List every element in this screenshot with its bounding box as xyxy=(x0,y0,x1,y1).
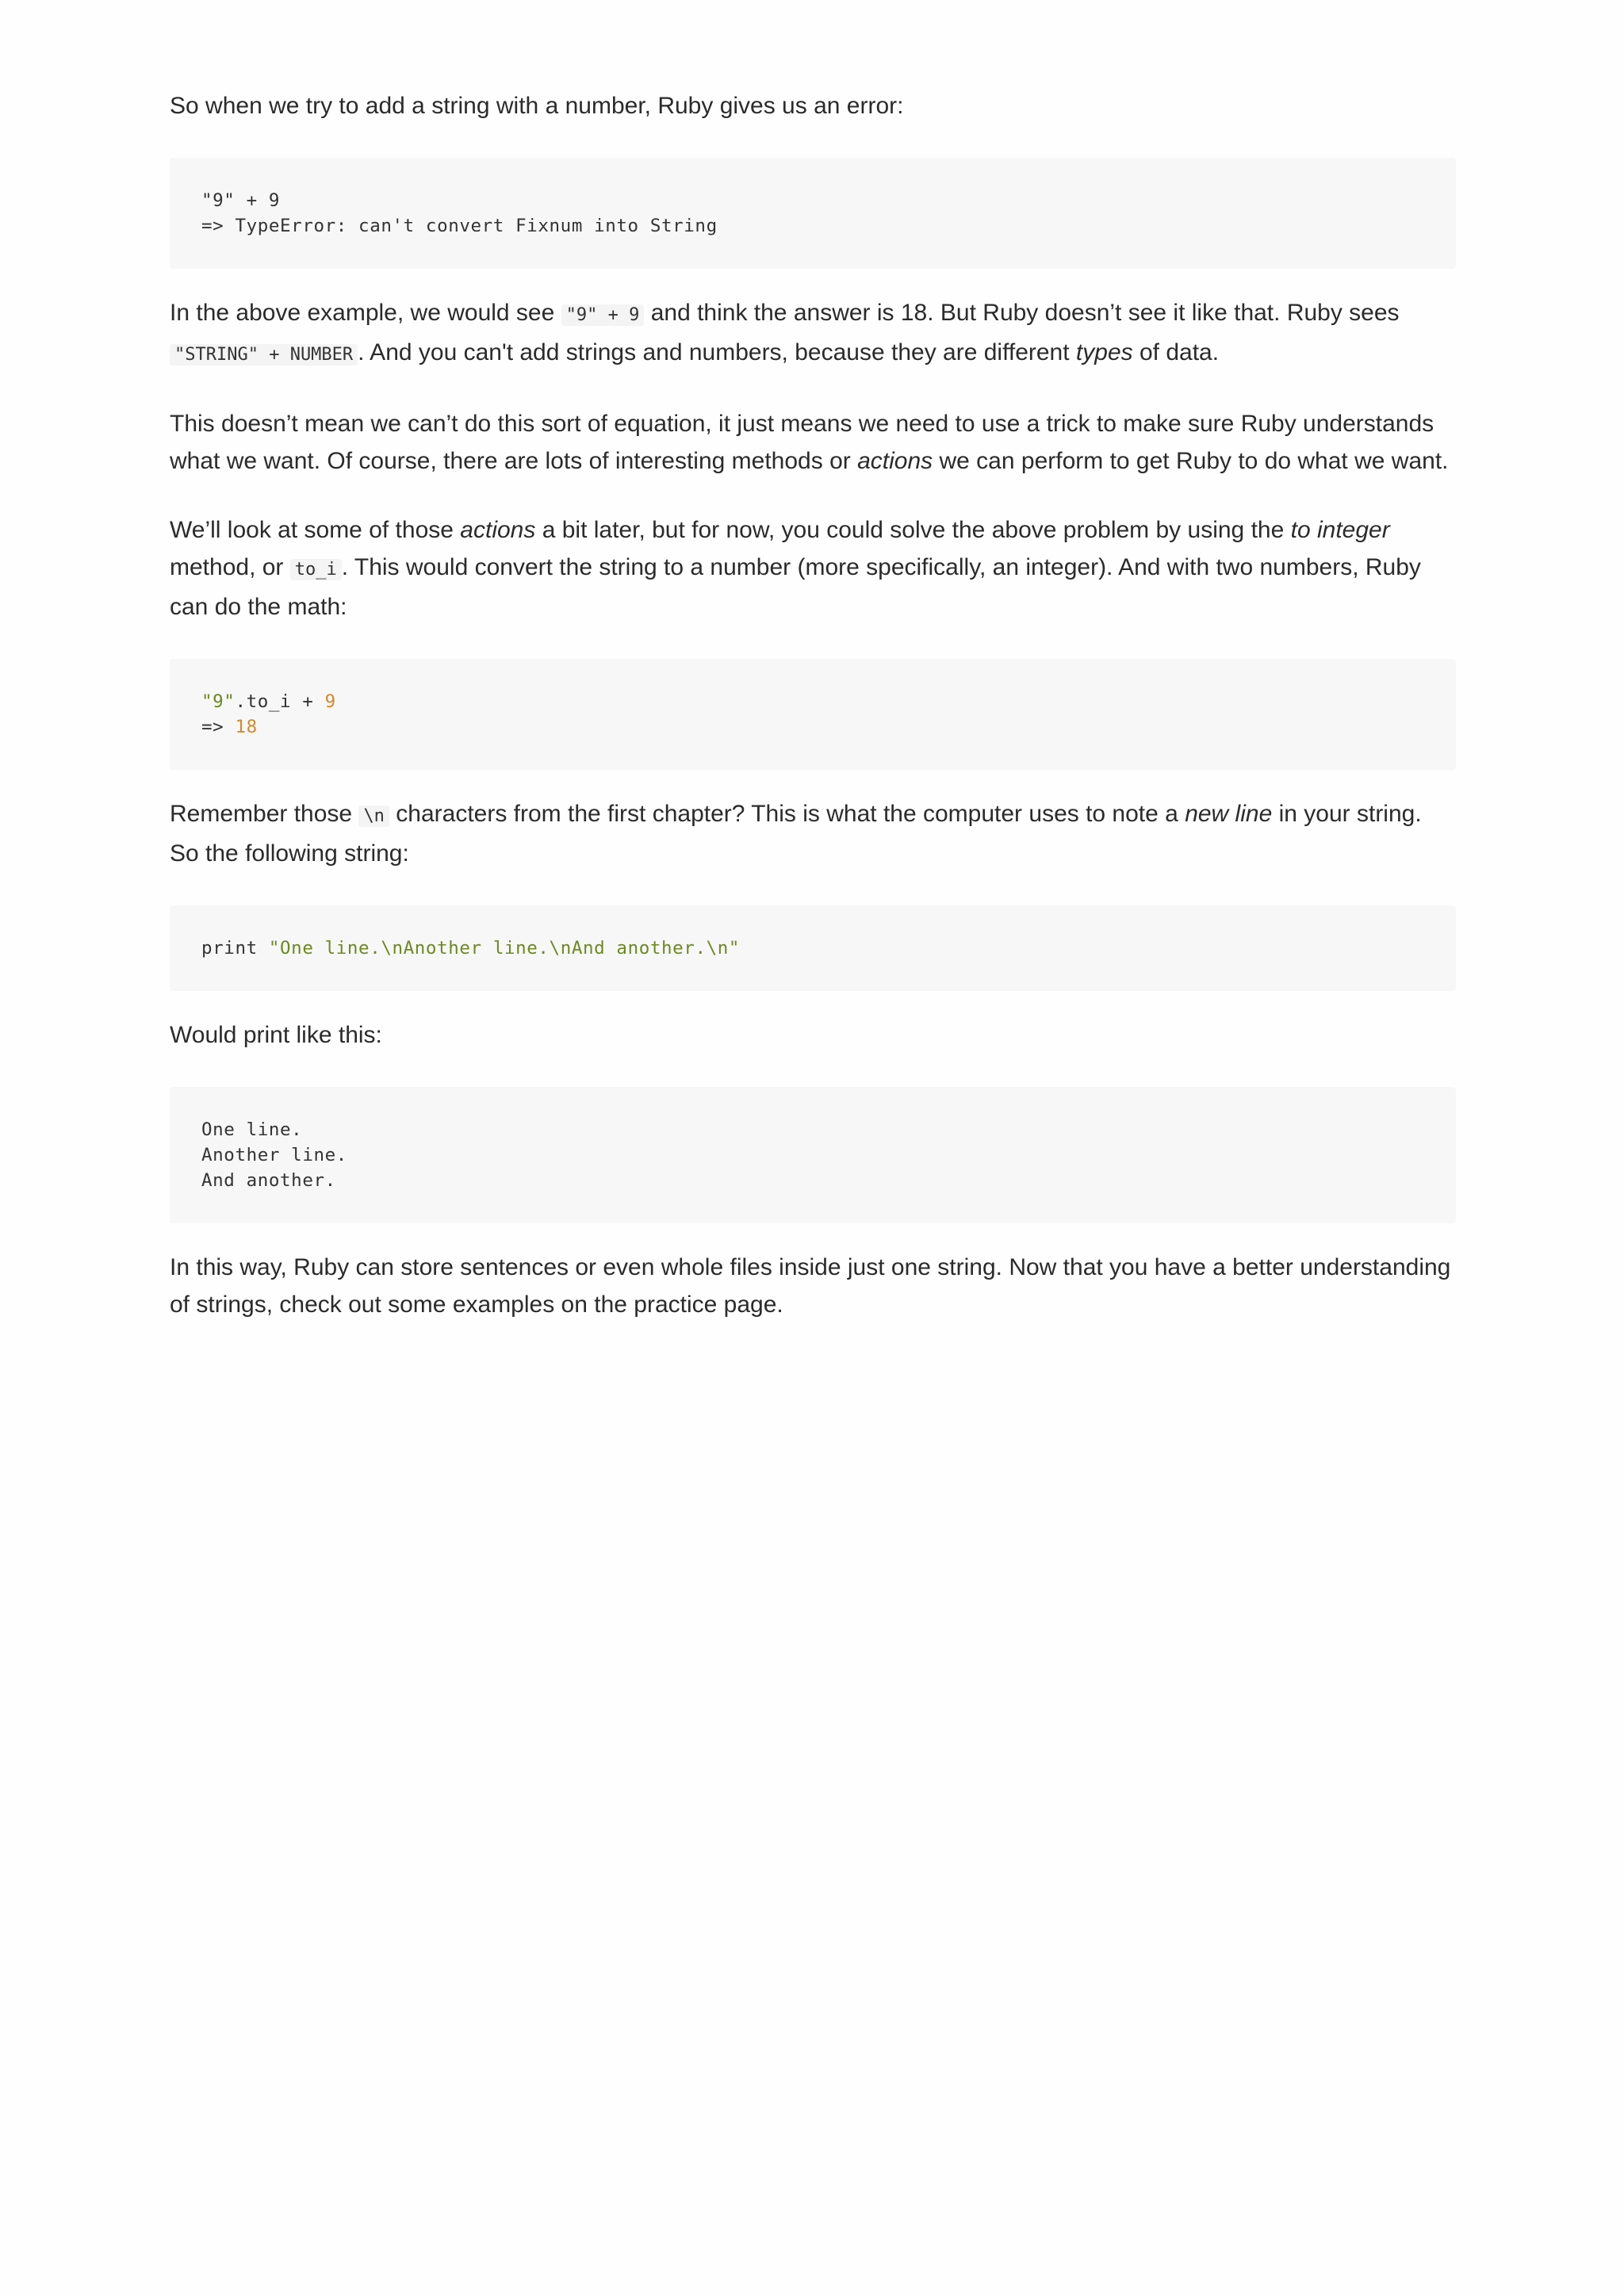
code-block-output xyxy=(170,1087,1456,1223)
text: of data. xyxy=(1132,339,1220,365)
code-block-type-error xyxy=(170,158,1456,269)
code-text: => xyxy=(201,717,236,737)
code-line xyxy=(201,689,1424,714)
code-line: And another. xyxy=(201,1170,336,1191)
emphasis: types xyxy=(1075,339,1133,365)
inline-code: "9" + 9 xyxy=(561,304,645,326)
code-line: Another line. xyxy=(201,1145,347,1165)
text: In the above example, we would see xyxy=(170,300,561,326)
code-keyword: print xyxy=(201,938,269,959)
paragraph-intro: So when we try to add a string with a number, Ruby gives us an error: xyxy=(170,93,904,119)
code-line: => TypeError: can't convert Fixnum into String xyxy=(201,216,718,236)
text: . And you can't add strings and numbers, because they are different xyxy=(358,339,1076,365)
emphasis: actions xyxy=(460,517,536,543)
code-block-print xyxy=(170,905,1456,991)
article-content xyxy=(170,87,1456,1323)
emphasis: new line xyxy=(1185,801,1273,827)
paragraph-to-integer xyxy=(170,511,1456,626)
inline-code: "STRING" + NUMBER xyxy=(170,344,358,365)
code-number: 9 xyxy=(324,691,336,712)
text: we can perform to get Ruby to do what we want. xyxy=(933,448,1449,474)
code-line: "9" + 9 xyxy=(201,190,281,211)
code-string: "9" xyxy=(201,691,236,712)
text: We’ll look at some of those xyxy=(170,517,461,543)
text: and think the answer is 18. But Ruby doesn’t see it like that. Ruby sees xyxy=(644,300,1400,326)
paragraph-newline xyxy=(170,795,1456,872)
code-block-to-i xyxy=(170,659,1456,770)
code-line xyxy=(201,714,1424,740)
inline-code: \n xyxy=(358,806,389,827)
text: This doesn’t mean we can’t do this sort of equation, it just means we need to use a trick to make sure Ruby understands what we want. Of course, there are lots of interesting methods or xyxy=(170,411,1434,474)
code-number: 18 xyxy=(235,717,258,737)
code-line xyxy=(201,936,1424,961)
text: Remember those xyxy=(170,801,359,827)
code-text: .to_i + xyxy=(235,691,325,712)
emphasis: actions xyxy=(857,448,933,474)
text: characters from the first chapter? This is what the computer uses to note a xyxy=(389,801,1185,827)
paragraph-conclusion: In this way, Ruby can store sentences or even whole files inside just one string. Now that you have a better understanding of strings, check out some examples on the practice page. xyxy=(170,1254,1451,1318)
text: in your string. So the following string: xyxy=(170,801,1422,867)
code-string: "One line.\nAnother line.\nAnd another.\n" xyxy=(268,938,741,959)
emphasis: to integer xyxy=(1290,517,1390,543)
text: a bit later, but for now, you could solve the above problem by using the xyxy=(535,517,1291,543)
text: method, or xyxy=(170,554,290,580)
paragraph-above-example xyxy=(170,294,1456,373)
text: . This would convert the string to a number (more specifically, an integer). And with two numbers, Ruby can do the math: xyxy=(170,554,1421,620)
paragraph-would-print: Would print like this: xyxy=(170,1022,382,1048)
code-line: One line. xyxy=(201,1119,303,1140)
paragraph-equation xyxy=(170,405,1456,480)
inline-code: to_i xyxy=(290,559,342,580)
